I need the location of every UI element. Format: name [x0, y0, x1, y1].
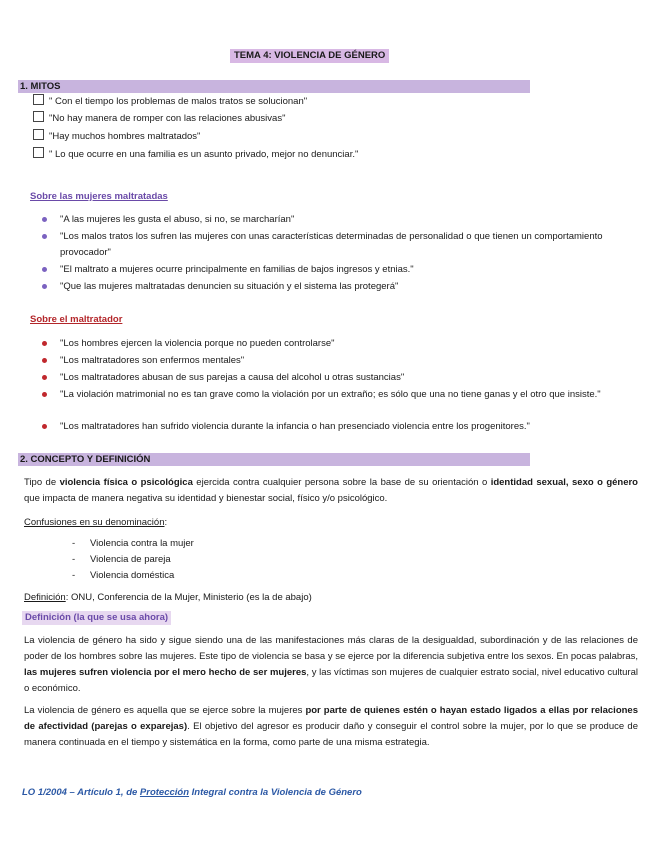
list-item: - Violencia de pareja — [72, 554, 171, 565]
checkbox-icon[interactable] — [33, 94, 44, 105]
section-heading-concepto: 2. CONCEPTO Y DEFINICIÓN — [18, 453, 530, 466]
myth-item[interactable]: " Lo que ocurre en una familia es un asunto privado, mejor no denunciar." — [33, 147, 358, 160]
list-item: "Los maltratadores han sufrido violencia durante la infancia o han presenciado violencia entre los progenitores." — [42, 419, 622, 435]
bullet-icon — [42, 284, 47, 289]
list-item: - Violencia doméstica — [72, 570, 175, 581]
list-item: - Violencia contra la mujer — [72, 538, 194, 549]
list-item: "Que las mujeres maltratadas denuncien su situación y el sistema las protegerá" — [42, 279, 622, 295]
definition-line: Definición: ONU, Conferencia de la Mujer, Ministerio (es la de abajo) — [24, 592, 312, 603]
law-reference: LO 1/2004 – Artículo 1, de Protección Integral contra la Violencia de Género — [22, 787, 362, 798]
definition-highlight: Definición (la que se usa ahora) — [22, 611, 171, 625]
intro-paragraph: Tipo de violencia física o psicológica ejercida contra cualquier persona sobre la base de su orientación o identidad sexual, sexo o género que impacta de manera negativa su identidad y bienestar social, físico y/o psicológico. — [24, 477, 638, 504]
bullet-icon — [42, 424, 47, 429]
list-item: "Los hombres ejercen la violencia porque no pueden controlarse" — [42, 336, 622, 352]
list-item: "A las mujeres les gusta el abuso, si no, se marcharían" — [42, 212, 622, 228]
list-item: "La violación matrimonial no es tan grave como la violación por un extraño; es sólo que una no tiene ganas y el otro que insiste." — [42, 387, 622, 403]
definition-paragraph-1: La violencia de género ha sido y sigue siendo una de las manifestaciones más claras de la desigualdad, subordinación y de las relaciones de poder de los hombres sobre las mujeres. Este tipo de violencia se basa y se ejerce por la diferencia subjetiva entre los sexos. En pocas palabras, las mujeres sufren violencia por el mero hecho de ser mujeres, y las víctimas son mujeres de cualquier estrato social, nivel educativo cultural o económico. — [24, 635, 638, 694]
bullet-icon — [42, 217, 47, 222]
list-item: "El maltrato a mujeres ocurre principalmente en familias de bajos ingresos y etnias." — [42, 262, 622, 278]
list-item: "Los malos tratos los sufren las mujeres con unas características determinadas de personalidad o que tienen un comportamiento provocador" — [42, 229, 622, 261]
myth-item[interactable]: " Con el tiempo los problemas de malos tratos se solucionan" — [33, 94, 307, 107]
subheading-abuser: Sobre el maltratador — [30, 314, 123, 325]
section-heading-mitos: 1. MITOS — [18, 80, 530, 93]
checkbox-icon[interactable] — [33, 147, 44, 158]
bullet-icon — [42, 358, 47, 363]
bullet-icon — [42, 375, 47, 380]
page-title: TEMA 4: VIOLENCIA DE GÉNERO — [230, 49, 389, 63]
list-item: "Los maltratadores abusan de sus parejas a causa del alcohol u otras sustancias" — [42, 370, 622, 386]
checkbox-icon[interactable] — [33, 129, 44, 140]
bullet-icon — [42, 234, 47, 239]
bullet-icon — [42, 267, 47, 272]
checkbox-icon[interactable] — [33, 111, 44, 122]
bullet-icon — [42, 341, 47, 346]
bullet-icon — [42, 392, 47, 397]
definition-paragraph-2: La violencia de género es aquella que se ejerce sobre la mujeres por parte de quienes estén o hayan estado ligados a ellas por relaciones de afectividad (parejas o exparejas). El objetivo del agresor es producir daño y conseguir el control sobre la mujer, por lo que se produce de manera continuada en el tiempo y sistemática en la forma, como parte de una misma estrategia. — [24, 705, 638, 748]
myth-item[interactable]: "No hay manera de romper con las relaciones abusivas" — [33, 111, 285, 124]
subheading-women: Sobre las mujeres maltratadas — [30, 191, 168, 202]
confusions-label: Confusiones en su denominación: — [24, 517, 168, 528]
list-item: "Los maltratadores son enfermos mentales" — [42, 353, 622, 369]
myth-item[interactable]: "Hay muchos hombres maltratados" — [33, 129, 200, 142]
